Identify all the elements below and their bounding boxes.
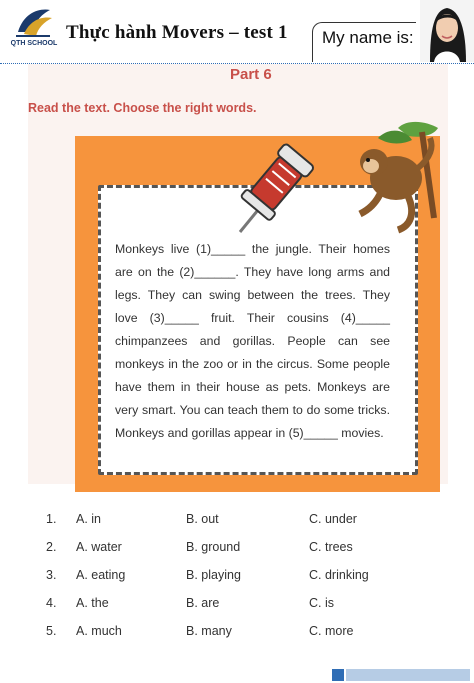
option-b[interactable]: B. ground bbox=[186, 540, 241, 554]
logo-text: QTH SCHOOL bbox=[10, 40, 58, 47]
instruction: Read the text. Choose the right words. bbox=[28, 101, 257, 115]
part-title: Part 6 bbox=[230, 66, 272, 83]
option-c[interactable]: C. under bbox=[309, 512, 357, 526]
option-a[interactable]: A. water bbox=[76, 540, 122, 554]
option-a[interactable]: A. much bbox=[76, 624, 122, 638]
monkey-illustration-icon bbox=[338, 118, 448, 238]
option-a[interactable]: A. eating bbox=[76, 568, 126, 582]
pin-icon bbox=[230, 140, 320, 240]
option-c[interactable]: C. is bbox=[309, 596, 334, 610]
option-number: 3. bbox=[46, 568, 57, 582]
name-label: My name is: bbox=[322, 28, 414, 47]
page-title: Thực hành Movers – test 1 bbox=[66, 22, 288, 43]
footer-logo-icon bbox=[330, 665, 474, 683]
option-b[interactable]: B. out bbox=[186, 512, 219, 526]
header bbox=[0, 0, 474, 62]
option-number: 1. bbox=[46, 512, 57, 526]
option-number: 5. bbox=[46, 624, 57, 638]
option-b[interactable]: B. many bbox=[186, 624, 232, 638]
option-c[interactable]: C. more bbox=[309, 624, 354, 638]
option-a[interactable]: A. the bbox=[76, 596, 109, 610]
option-number: 2. bbox=[46, 540, 57, 554]
option-number: 4. bbox=[46, 596, 57, 610]
avatar bbox=[420, 0, 474, 62]
option-c[interactable]: C. drinking bbox=[309, 568, 369, 582]
passage-paragraph: Monkeys live (1)_____ the jungle. Their homes are on the (2)______. They have long arms and legs. They can swing between the trees. They love (3)_____ fruit. Their cousins (4)_____ chimpanzees and gorillas. People can see monkeys in the zoo or in the circus. Some people have them in their house as pets. Monkeys are very smart. You can teach them to do some tricks. Monkeys and gorillas appear in (5)_____ movies. bbox=[115, 242, 390, 440]
passage-text bbox=[115, 238, 390, 445]
option-c[interactable]: C. trees bbox=[309, 540, 353, 554]
option-a[interactable]: A. in bbox=[76, 512, 102, 526]
option-b[interactable]: B. playing bbox=[186, 568, 241, 582]
option-b[interactable]: B. are bbox=[186, 596, 220, 610]
